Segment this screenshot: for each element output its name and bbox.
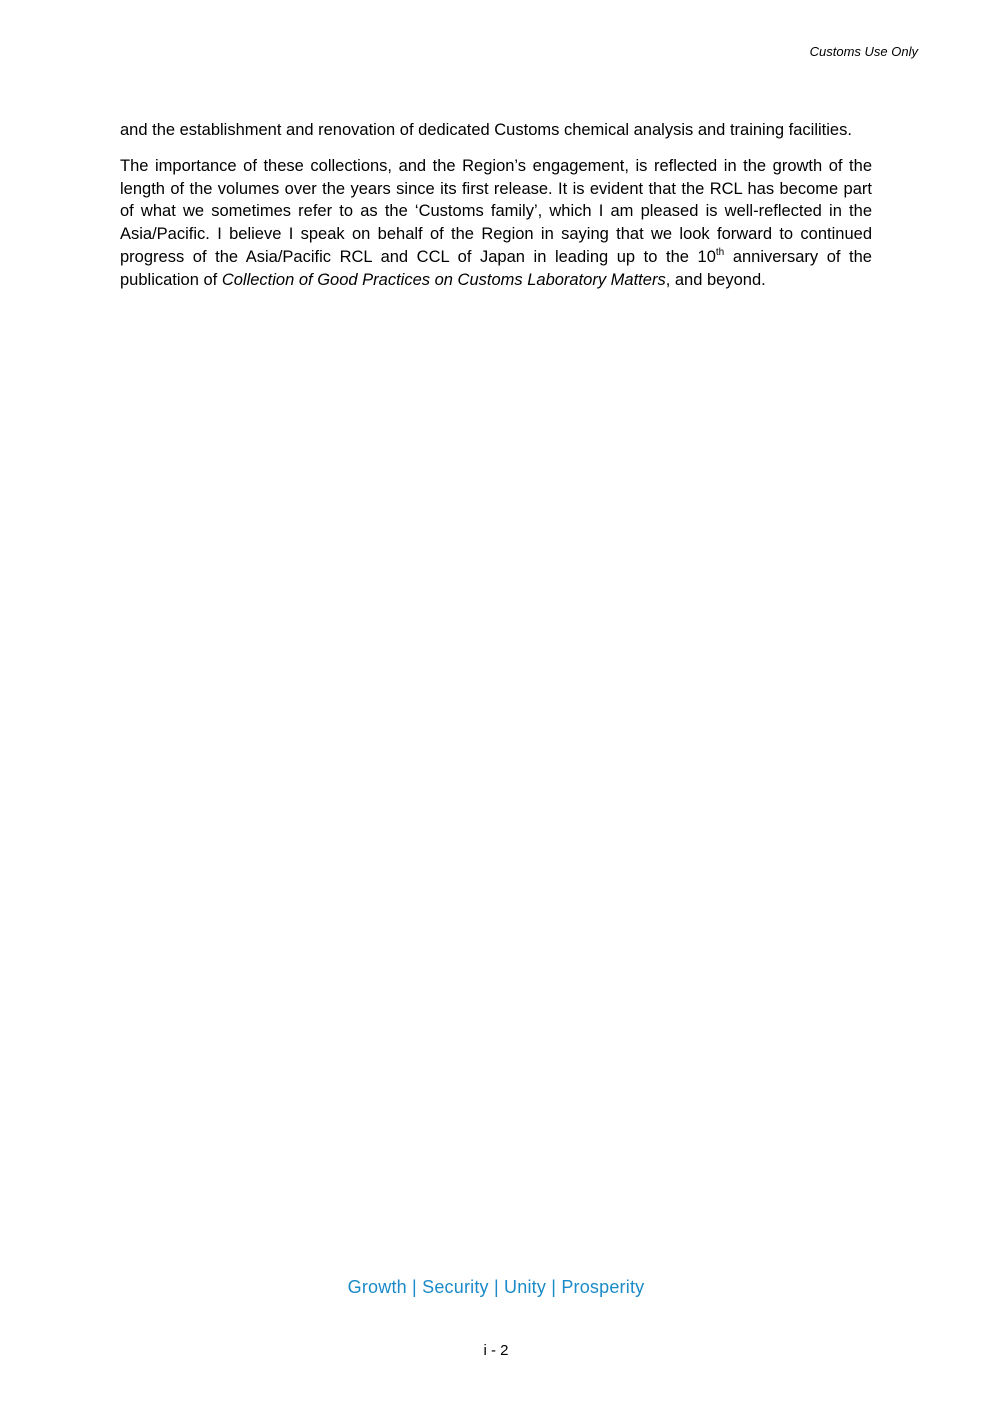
document-body <box>120 119 872 305</box>
paragraph-2 <box>120 155 872 292</box>
paragraph-2-text: The importance of these collections, and the Region’s engagement, is reflected in the growth of the length of the volumes over the years since its first release. It is evident that the RCL has become part of what we sometimes refer to as the ‘Customs family’, which I am pleased is well-reflected in the Asia/Pacific. I believe I speak on behalf of the Region in saying that we look forward to continued progress of the Asia/Pacific RCL and CCL of Japan in leading up to the 10 <box>120 156 872 266</box>
paragraph-2-continuation: anniversary of the publication of <box>120 247 872 289</box>
publication-title: Collection of Good Practices on Customs Laboratory Matters <box>221 270 666 289</box>
paragraph-2-end: , and beyond. <box>665 270 766 289</box>
ordinal-suffix: th <box>715 246 725 258</box>
page-number: i - 2 <box>483 1342 509 1359</box>
footer-tagline: Growth | Security | Unity | Prosperity <box>347 1277 645 1297</box>
paragraph-1: and the establishment and renovation of dedicated Customs chemical analysis and training facilities. <box>120 121 852 139</box>
header-classification: Customs Use Only <box>809 44 918 59</box>
